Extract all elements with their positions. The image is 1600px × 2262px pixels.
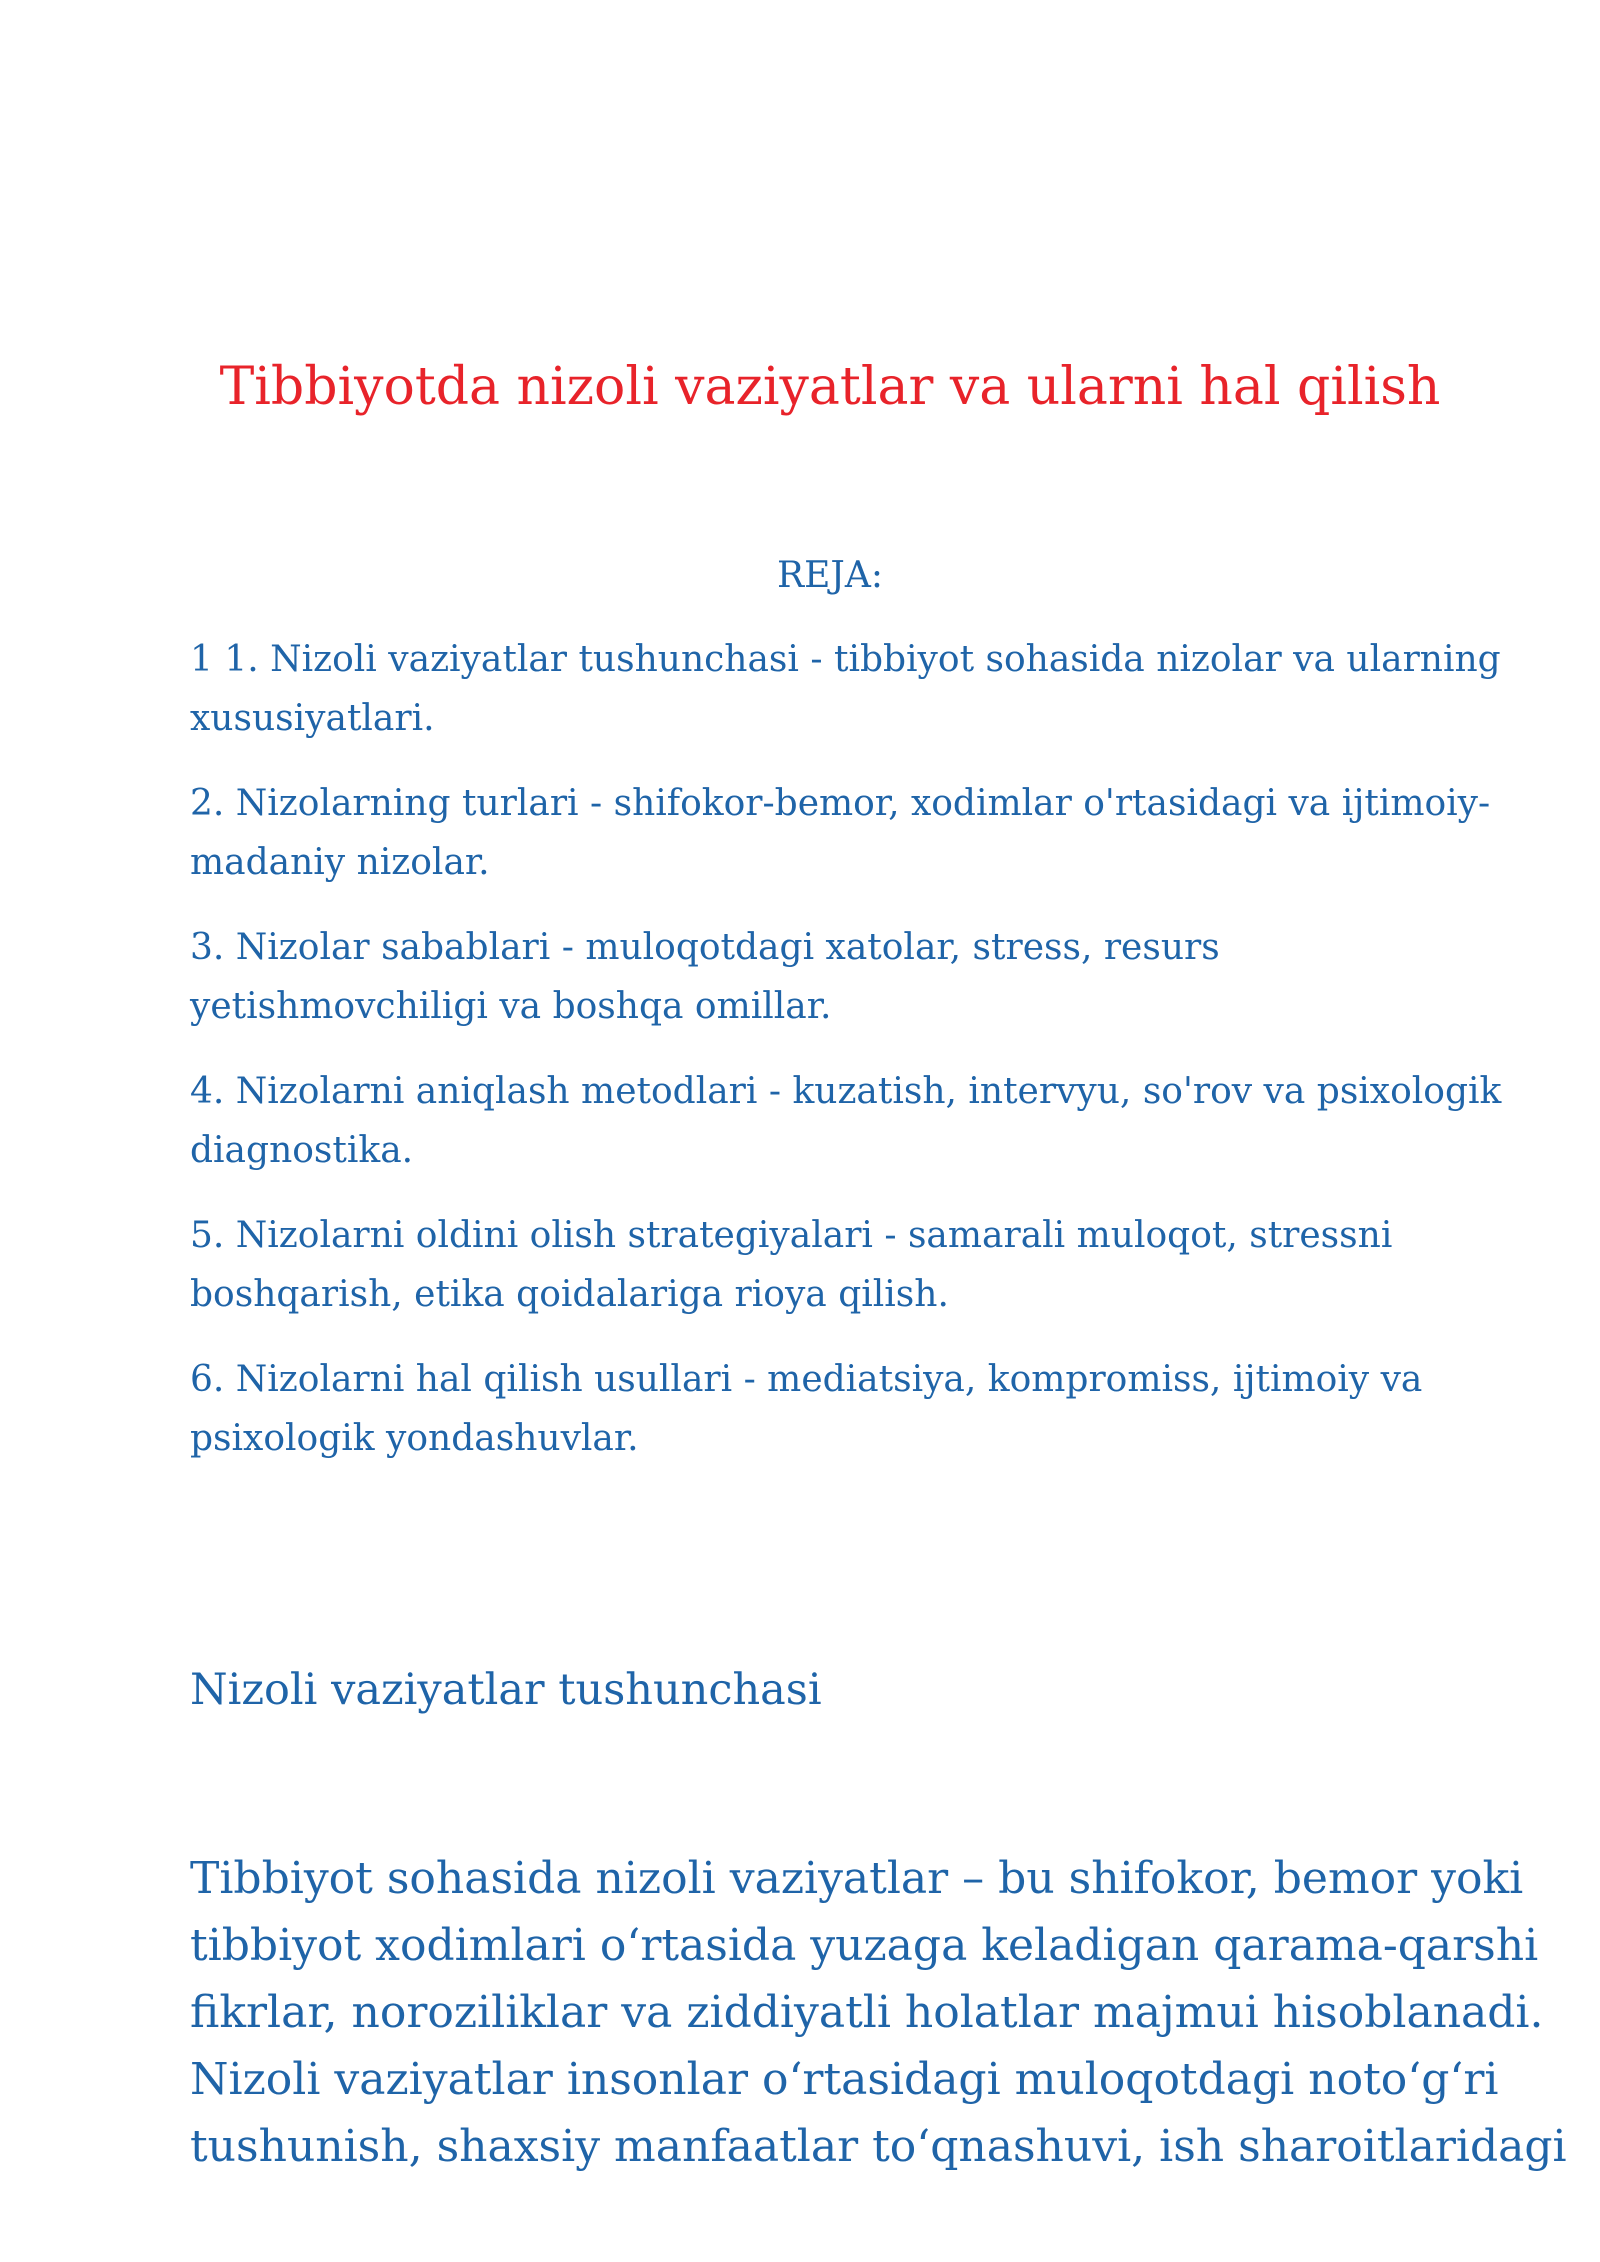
plan-item-line: boshqarish, etika qoidalariga rioya qilish. (190, 1274, 949, 1315)
plan-heading: REJA: (777, 555, 883, 596)
plan-item (190, 630, 1501, 748)
document-title: Tibbiyotda nizoli vaziyatlar va ularni hal qilish (219, 357, 1441, 417)
plan-item-line: 2. Nizolarning turlari - shifokor-bemor, xodimlar o'rtasidagi va ijtimoiy- (190, 783, 1491, 824)
plan-item-line: diagnostika. (190, 1130, 414, 1171)
plan-item (190, 774, 1490, 892)
body-line: tushunish, shaxsiy manfaatlar to‘qnashuvi, ish sharoitlaridagi (190, 2121, 1567, 2172)
body-line: Tibbiyot sohasida nizoli vaziyatlar – bu shifokor, bemor yoki (190, 1853, 1524, 1904)
section-heading: Nizoli vaziyatlar tushunchasi (190, 1665, 822, 1715)
plan-item-line: psixologik yondashuvlar. (190, 1418, 639, 1459)
plan-item-line: 3. Nizolar sabablari - muloqotdagi xatolar, stress, resurs (190, 927, 1220, 968)
body-paragraph (190, 1845, 1567, 2180)
body-line: Nizoli vaziyatlar insonlar o‘rtasidagi muloqotdagi noto‘g‘ri (190, 2054, 1499, 2105)
plan-item (190, 1206, 1490, 1324)
plan-item-line: 6. Nizolarni hal qilish usullari - mediatsiya, kompromiss, ijtimoiy va (190, 1359, 1423, 1400)
plan-item-line: 1 1. Nizoli vaziyatlar tushunchasi - tibbiyot sohasida nizolar va ularning (190, 639, 1501, 680)
plan-item-line: 4. Nizolarni aniqlash metodlari - kuzatish, intervyu, so'rov va psixologik (190, 1071, 1502, 1112)
plan-item (190, 918, 1490, 1036)
plan-item (190, 1062, 1502, 1180)
plan-item-line: xususiyatlari. (190, 698, 435, 739)
plan-item-line: madaniy nizolar. (190, 842, 490, 883)
body-line: fikrlar, noroziliklar va ziddiyatli holatlar majmui hisoblanadi. (190, 1987, 1544, 2038)
plan-list (190, 630, 1502, 1494)
plan-item-line: 5. Nizolarni oldini olish strategiyalari - samarali muloqot, stressni (190, 1215, 1393, 1256)
plan-item (190, 1350, 1490, 1468)
body-line: tibbiyot xodimlari o‘rtasida yuzaga keladigan qarama-qarshi (190, 1920, 1539, 1971)
plan-item-line: yetishmovchiligi va boshqa omillar. (190, 986, 832, 1027)
